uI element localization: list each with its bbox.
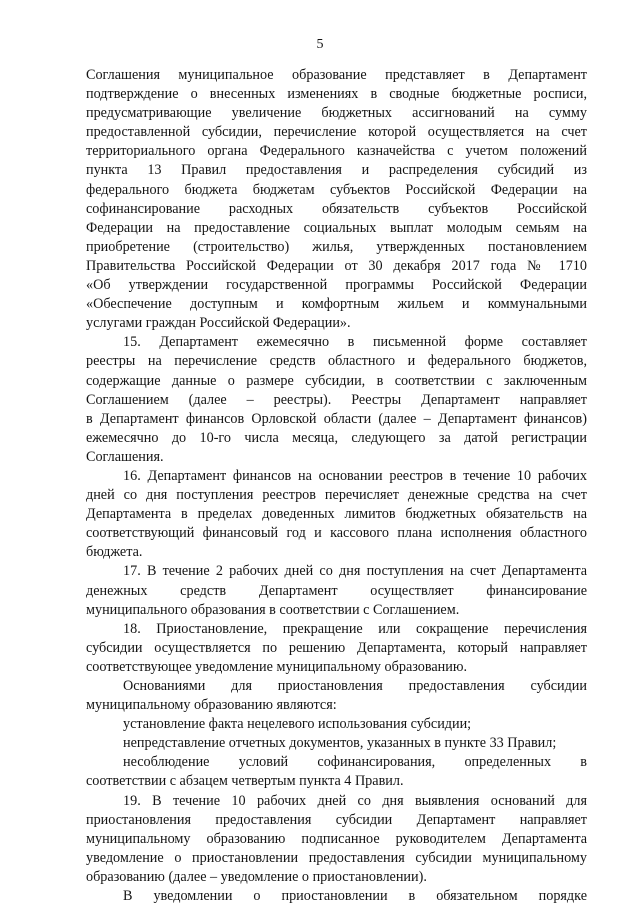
text-line: бюджета. [86,544,143,561]
document-body [86,66,587,906]
text-line: «Об утверждении государственной программы Российской Федерации [86,277,587,294]
text-line: Соглашения. [86,448,164,465]
text-line: пункта 13 Правил предоставления и распределения субсидий из [86,162,587,179]
text-line: «Обеспечение доступным и комфортным жильем и коммунальными [86,296,587,313]
text-line: территориального органа Федерального казначейства с учетом положений [86,143,587,160]
text-line: дней со дня поступления реестров перечисляет денежные средства на счет [86,487,587,504]
text-line: муниципальному образованию подписанное руководителем Департамента [86,830,587,847]
text-line: субсидии осуществляется по решению Департамента, который направляет [86,639,587,656]
text-line: подтверждение о внесенных изменениях в сводные бюджетные росписи, [86,86,587,103]
text-line: 18. Приостановление, прекращение или сокращение перечисления [123,620,587,637]
text-line: приобретение (строительство) жилья, утвержденных постановлением [86,238,587,255]
text-line: несоблюдение условий софинансирования, определенных в [123,754,587,771]
text-line: Департамента в пределах доведенных лимитов бюджетных обязательств на [86,506,587,523]
text-line: В уведомлении о приостановлении в обязательном порядке [123,888,587,905]
text-line: Основаниями для приостановления предоставления субсидии [123,678,587,694]
text-line: муниципальному образованию являются: [86,697,337,714]
text-line: реестры на перечисление средств областного и федерального бюджетов, [86,353,587,370]
text-line: предоставленной субсидии, перечисление которой осуществляется на счет [86,124,587,141]
text-line: муниципального образования в соответствии с Соглашением. [86,601,460,618]
text-line: содержащие данные о размере субсидии, в соответствии с заключенным [86,372,587,389]
text-line: Федерации на предоставление социальных выплат молодым семьям на [86,219,587,236]
text-line: соответствующее уведомление муниципальному образованию. [86,658,467,675]
text-line: услугами граждан Российской Федерации». [86,315,351,332]
text-line: ежемесячно до 10-го числа месяца, следующего за датой регистрации [86,429,587,446]
page-number: 5 [316,37,324,52]
text-line: Соглашения муниципальное образование представляет в Департамент [86,67,587,83]
text-line: образованию (далее – уведомление о приостановлении). [86,868,427,885]
text-line: Правительства Российской Федерации от 30 декабря 2017 года № 1710 [86,257,587,274]
text-line: предусматривающие увеличение бюджетных ассигнований на сумму [86,105,587,122]
text-line: софинансирование расходных обязательств субъектов Российской [86,200,587,217]
text-line: 15. Департамент ежемесячно в письменной форме составляет [123,334,587,351]
text-line: соответствующий финансовый год и кассового плана исполнения областного [86,525,587,542]
text-line: в Департамент финансов Орловской области (далее – Департамент финансов) [86,410,587,427]
text-line: непредставление отчетных документов, указанных в пункте 33 Правил; [123,735,557,752]
text-line: 19. В течение 10 рабочих дней со дня выявления оснований для [123,792,587,809]
text-line: Соглашением (далее – реестры). Реестры Департамент направляет [86,391,587,408]
text-line: установление факта нецелевого использования субсидии; [123,716,472,733]
text-line: уведомление о приостановлении предоставления субсидии муниципальному [86,849,587,866]
text-line: приостановления предоставления субсидии Департамент направляет [86,811,587,828]
text-line: 17. В течение 2 рабочих дней со дня поступления на счет Департамента [123,563,587,580]
text-line: соответствии с абзацем четвертым пункта 4 Правил. [86,773,404,790]
text-line: федерального бюджета бюджетам субъектов Российской Федерации на [86,181,587,198]
text-line: денежных средств Департамент осуществляет финансирование [86,582,587,599]
text-line: 16. Департамент финансов на основании реестров в течение 10 рабочих [123,467,587,484]
